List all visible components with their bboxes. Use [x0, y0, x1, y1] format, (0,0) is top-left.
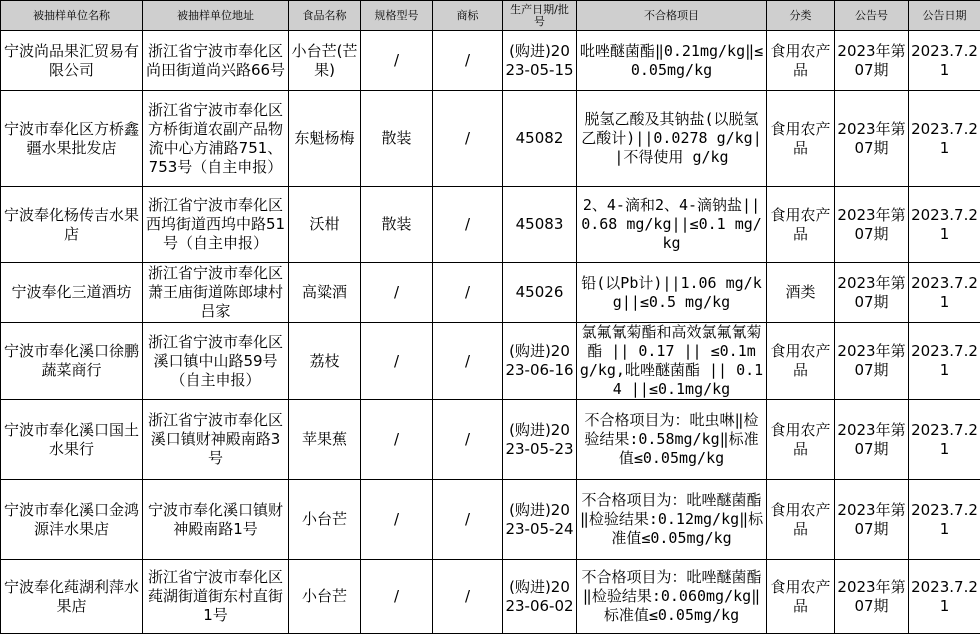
cell-food[interactable]: 小台芒(芒果) [289, 31, 361, 91]
cell-food[interactable]: 沃柑 [289, 187, 361, 263]
cell-notice-date[interactable]: 2023.7.21 [909, 187, 980, 263]
cell-notice-date[interactable]: 2023.7.21 [909, 91, 980, 187]
cell-spec[interactable]: / [361, 400, 433, 480]
header-food[interactable]: 食品名称 [289, 1, 361, 31]
cell-address[interactable]: 浙江省宁波市奉化区尚田街道尚兴路66号 [143, 31, 289, 91]
header-unit[interactable]: 被抽样单位名称 [1, 1, 143, 31]
cell-notice-no[interactable]: 2023年第07期 [835, 480, 909, 560]
cell-brand[interactable]: / [433, 91, 503, 187]
cell-food[interactable]: 苹果蕉 [289, 400, 361, 480]
cell-notice-date[interactable]: 2023.7.21 [909, 263, 980, 323]
cell-date[interactable]: (购进)2023-06-16 [503, 323, 577, 400]
cell-category[interactable]: 食用农产品 [767, 31, 835, 91]
cell-date[interactable]: 45026 [503, 263, 577, 323]
header-category[interactable]: 分类 [767, 1, 835, 31]
header-address[interactable]: 被抽样单位地址 [143, 1, 289, 31]
cell-spec[interactable]: / [361, 263, 433, 323]
cell-unit[interactable]: 宁波尚品果汇贸易有限公司 [1, 31, 143, 91]
cell-category[interactable]: 食用农产品 [767, 187, 835, 263]
cell-food[interactable]: 东魁杨梅 [289, 91, 361, 187]
cell-category[interactable]: 食用农产品 [767, 400, 835, 480]
cell-brand[interactable]: / [433, 480, 503, 560]
cell-item[interactable]: 脱氢乙酸及其钠盐(以脱氢乙酸计)||0.0278 g/kg||不得使用 g/kg [577, 91, 767, 187]
cell-address[interactable]: 浙江省宁波市奉化区西坞街道西坞中路51号（自主申报） [143, 187, 289, 263]
cell-item[interactable]: 氯氟氰菊酯和高效氯氟氰菊酯 || 0.17 || ≤0.1mg/kg,吡唑醚菌酯 || 0.14 ||≤0.1mg/kg [577, 323, 767, 400]
cell-brand[interactable]: / [433, 263, 503, 323]
cell-notice-no[interactable]: 2023年第07期 [835, 187, 909, 263]
header-notice-date[interactable]: 公告日期 [909, 1, 980, 31]
cell-spec[interactable]: 散装 [361, 91, 433, 187]
cell-item[interactable]: 铅(以Pb计)||1.06 mg/kg||≤0.5 mg/kg [577, 263, 767, 323]
table-row [1, 263, 980, 323]
cell-address[interactable]: 浙江省宁波市奉化区方桥街道农副产品物流中心方浦路751、753号（自主申报） [143, 91, 289, 187]
cell-spec[interactable]: / [361, 323, 433, 400]
cell-unit[interactable]: 宁波市奉化区方桥鑫疆水果批发店 [1, 91, 143, 187]
cell-notice-no[interactable]: 2023年第07期 [835, 400, 909, 480]
header-notice-no[interactable]: 公告号 [835, 1, 909, 31]
cell-notice-date[interactable]: 2023.7.21 [909, 480, 980, 560]
table-row [1, 323, 980, 400]
cell-address[interactable]: 浙江省宁波市奉化区溪口镇财神殿南路3号 [143, 400, 289, 480]
cell-item[interactable]: 不合格项目为：吡唑醚菌酯 ‖检验结果:0.12mg/kg‖标准值≤0.05mg/kg [577, 480, 767, 560]
cell-address[interactable]: 浙江省宁波市奉化区萧王庙街道陈郎埭村吕家 [143, 263, 289, 323]
cell-notice-date[interactable]: 2023.7.21 [909, 323, 980, 400]
cell-food[interactable]: 小台芒 [289, 560, 361, 634]
table-row [1, 480, 980, 560]
cell-spec[interactable]: / [361, 480, 433, 560]
table-row [1, 31, 980, 91]
cell-spec[interactable]: 散装 [361, 187, 433, 263]
cell-category[interactable]: 食用农产品 [767, 323, 835, 400]
cell-category[interactable]: 食用农产品 [767, 480, 835, 560]
cell-brand[interactable]: / [433, 187, 503, 263]
cell-date[interactable]: 45082 [503, 91, 577, 187]
cell-notice-date[interactable]: 2023.7.21 [909, 400, 980, 480]
cell-food[interactable]: 荔枝 [289, 323, 361, 400]
cell-unit[interactable]: 宁波市奉化溪口徐鹏蔬菜商行 [1, 323, 143, 400]
cell-category[interactable]: 食用农产品 [767, 91, 835, 187]
cell-spec[interactable]: / [361, 31, 433, 91]
cell-notice-no[interactable]: 2023年第07期 [835, 263, 909, 323]
cell-notice-no[interactable]: 2023年第07期 [835, 560, 909, 634]
cell-item[interactable]: 吡唑醚菌酯‖0.21mg/kg‖≤0.05mg/kg [577, 31, 767, 91]
cell-unit[interactable]: 宁波奉化莼湖利萍水果店 [1, 560, 143, 634]
cell-date[interactable]: (购进)2023-05-15 [503, 31, 577, 91]
header-item[interactable]: 不合格项目 [577, 1, 767, 31]
cell-date[interactable]: (购进)2023-06-02 [503, 560, 577, 634]
cell-spec[interactable]: / [361, 560, 433, 634]
header-brand[interactable]: 商标 [433, 1, 503, 31]
cell-notice-date[interactable]: 2023.7.21 [909, 560, 980, 634]
cell-date[interactable]: (购进)2023-05-24 [503, 480, 577, 560]
cell-unit[interactable]: 宁波奉化杨传吉水果店 [1, 187, 143, 263]
cell-brand[interactable]: / [433, 560, 503, 634]
cell-unit[interactable]: 宁波市奉化溪口金鸿源沣水果店 [1, 480, 143, 560]
cell-unit[interactable]: 宁波奉化三道酒坊 [1, 263, 143, 323]
cell-brand[interactable]: / [433, 400, 503, 480]
cell-brand[interactable]: / [433, 31, 503, 91]
cell-food[interactable]: 高粱酒 [289, 263, 361, 323]
cell-date[interactable]: 45083 [503, 187, 577, 263]
cell-notice-date[interactable]: 2023.7.21 [909, 31, 980, 91]
cell-notice-no[interactable]: 2023年第07期 [835, 31, 909, 91]
cell-notice-no[interactable]: 2023年第07期 [835, 323, 909, 400]
cell-item[interactable]: 2、4-滴和2、4-滴钠盐||0.68 mg/kg||≤0.1 mg/kg [577, 187, 767, 263]
table-row [1, 187, 980, 263]
cell-address[interactable]: 浙江省宁波市奉化区莼湖街道街东村直街1号 [143, 560, 289, 634]
cell-item[interactable]: 不合格项目为：吡唑醚菌酯 ‖检验结果:0.060mg/kg‖标准值≤0.05mg/kg [577, 560, 767, 634]
cell-address[interactable]: 浙江省宁波市奉化区溪口镇中山路59号（自主申报） [143, 323, 289, 400]
cell-notice-no[interactable]: 2023年第07期 [835, 91, 909, 187]
table-row [1, 560, 980, 634]
table-row [1, 91, 980, 187]
cell-address[interactable]: 宁波市奉化溪口镇财神殿南路1号 [143, 480, 289, 560]
cell-food[interactable]: 小台芒 [289, 480, 361, 560]
header-date[interactable]: 生产日期/批号 [503, 1, 577, 31]
cell-date[interactable]: (购进)2023-05-23 [503, 400, 577, 480]
header-spec[interactable]: 规格型号 [361, 1, 433, 31]
table-row [1, 400, 980, 480]
cell-brand[interactable]: / [433, 323, 503, 400]
cell-unit[interactable]: 宁波市奉化溪口国土水果行 [1, 400, 143, 480]
cell-category[interactable]: 食用农产品 [767, 560, 835, 634]
header-row [1, 1, 980, 31]
cell-category[interactable]: 酒类 [767, 263, 835, 323]
cell-item[interactable]: 不合格项目为：吡虫啉‖检验结果:0.58mg/kg‖标准值≤0.05mg/kg [577, 400, 767, 480]
